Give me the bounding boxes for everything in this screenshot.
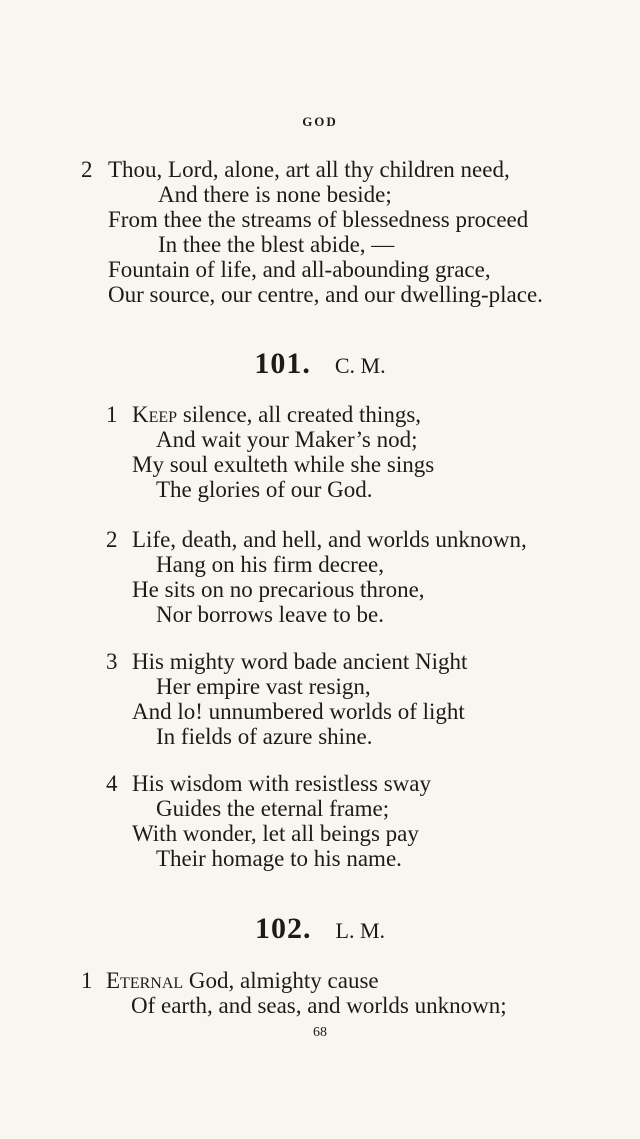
- verse-line: Life, death, and hell, and worlds unknown,: [132, 527, 527, 552]
- verse-line: My soul exulteth while she sings: [132, 452, 435, 477]
- hymn-number: 102.: [255, 912, 312, 945]
- verse-line: Nor borrows leave to be.: [156, 602, 385, 627]
- verse-line: The glories of our God.: [156, 477, 373, 502]
- verse-number: 2: [81, 157, 93, 182]
- verse-line: With wonder, let all beings pay: [132, 821, 419, 846]
- hymn-101-heading: [0, 347, 640, 381]
- verse-line: Hang on his firm decree,: [156, 552, 385, 577]
- verse-first-line-rest: silence, all created things,: [177, 402, 422, 427]
- running-head: GOD: [302, 114, 338, 129]
- verse-line: Their homage to his name.: [156, 846, 402, 871]
- verse-line: And lo! unnumbered worlds of light: [132, 699, 465, 724]
- hymn-meter: C. M.: [334, 353, 386, 378]
- verse-line: Our source, our centre, and our dwelling-place.: [108, 282, 543, 307]
- verse-line: And wait your Maker’s nod;: [156, 427, 418, 452]
- verse-line: Thou, Lord, alone, art all thy children need,: [108, 157, 510, 182]
- verse-line: Guides the eternal frame;: [156, 796, 390, 821]
- verse-line: In fields of azure shine.: [156, 724, 373, 749]
- verse-line: And there is none beside;: [158, 182, 392, 207]
- verse-line: Of earth, and seas, and worlds unknown;: [131, 993, 507, 1018]
- verse-line: His wisdom with resistless sway: [132, 771, 431, 796]
- verse-number: 1: [81, 968, 93, 993]
- verse-number: 3: [106, 649, 118, 674]
- verse-number: 4: [106, 771, 118, 796]
- verse-first-word: Eternal: [106, 968, 184, 993]
- hymn-meter: L. M.: [335, 918, 385, 943]
- verse-line: In thee the blest abide, —: [158, 232, 395, 257]
- page-number: 68: [313, 1025, 327, 1040]
- verse-number: 2: [106, 527, 118, 552]
- hymn-102-heading: [0, 912, 640, 946]
- verse-line: Fountain of life, and all-abounding grace,: [108, 257, 491, 282]
- verse-line: [132, 402, 421, 428]
- verse-line: From thee the streams of blessedness proceed: [108, 207, 529, 232]
- verse-number: 1: [106, 402, 118, 427]
- verse-line: Her empire vast resign,: [156, 674, 371, 699]
- verse-first-word: Keep: [132, 402, 178, 427]
- verse-line: [106, 968, 379, 994]
- verse-line: His mighty word bade ancient Night: [132, 649, 468, 674]
- hymn-number: 101.: [254, 347, 311, 380]
- verse-first-line-rest: God, almighty cause: [183, 968, 379, 993]
- verse-line: He sits on no precarious throne,: [132, 577, 425, 602]
